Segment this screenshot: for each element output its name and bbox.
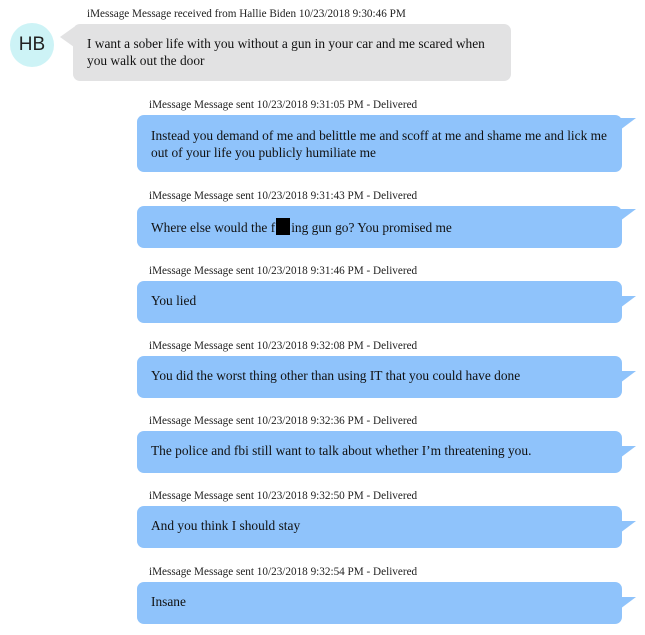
sent-bubble-tail xyxy=(620,209,636,221)
redaction-block xyxy=(276,218,290,235)
sent-message-bubble: You did the worst thing other than using IT that you could have done xyxy=(137,356,622,398)
sent-message-bubble: Instead you demand of me and belittle me and scoff at me and shame me and lick me out of your life you publicly humiliate me xyxy=(137,115,622,172)
received-message-meta: iMessage Message received from Hallie Biden 10/23/2018 9:30:46 PM xyxy=(87,8,406,20)
sent-message-bubble xyxy=(137,206,622,248)
sent-message-meta: iMessage Message sent 10/23/2018 9:32:08 PM - Delivered xyxy=(149,340,418,352)
sent-message-meta: iMessage Message sent 10/23/2018 9:32:36 PM - Delivered xyxy=(149,415,418,427)
message-text-part: ing gun go? You promised me xyxy=(291,220,452,235)
sent-bubble-tail xyxy=(620,597,636,609)
message-text-part: Where else would the f xyxy=(151,220,276,235)
sent-message-meta: iMessage Message sent 10/23/2018 9:32:50 PM - Delivered xyxy=(149,490,418,502)
received-bubble-tail xyxy=(60,27,74,47)
sent-bubble-tail xyxy=(620,521,636,533)
sent-message-bubble: You lied xyxy=(137,281,622,323)
sent-message-bubble: And you think I should stay xyxy=(137,506,622,548)
sent-message-meta: iMessage Message sent 10/23/2018 9:31:46 PM - Delivered xyxy=(149,265,418,277)
sent-bubble-tail xyxy=(620,446,636,458)
sent-message-bubble: The police and fbi still want to talk about whether I’m threatening you. xyxy=(137,431,622,473)
sent-message-meta: iMessage Message sent 10/23/2018 9:31:05 PM - Delivered xyxy=(149,99,418,111)
sent-message-meta: iMessage Message sent 10/23/2018 9:32:54 PM - Delivered xyxy=(149,566,418,578)
sent-message-meta: iMessage Message sent 10/23/2018 9:31:43 PM - Delivered xyxy=(149,190,418,202)
sent-bubble-tail xyxy=(620,371,636,383)
received-message-bubble: I want a sober life with you without a gun in your car and me scared when you walk out the door xyxy=(73,24,511,81)
sent-bubble-tail xyxy=(620,118,636,130)
sent-message-bubble: Insane xyxy=(137,582,622,624)
sent-bubble-tail xyxy=(620,296,636,308)
contact-avatar: HB xyxy=(10,23,54,67)
